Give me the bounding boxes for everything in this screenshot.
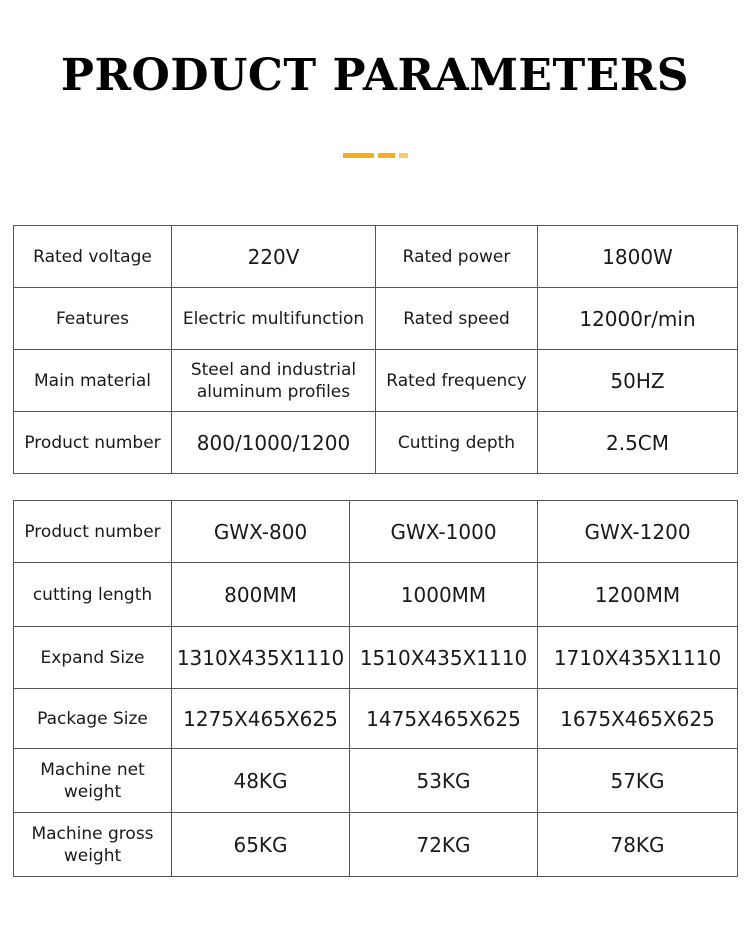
table-row: [14, 288, 738, 350]
spec-value: 800/1000/1200: [172, 412, 376, 474]
model-value: GWX-1200: [538, 501, 738, 563]
spec-value: Steel and industrial aluminum profiles: [172, 350, 376, 412]
spec-value: 220V: [172, 226, 376, 288]
model-value: 78KG: [538, 813, 738, 877]
model-value: 65KG: [172, 813, 350, 877]
spec-label: Rated power: [376, 226, 538, 288]
model-value: 1675X465X625: [538, 689, 738, 749]
spec-value: 1800W: [538, 226, 738, 288]
model-label: cutting length: [14, 563, 172, 627]
model-value: 1710X435X1110: [538, 627, 738, 689]
model-value: GWX-1000: [350, 501, 538, 563]
model-value: 48KG: [172, 749, 350, 813]
page-title: PRODUCT PARAMETERS: [60, 50, 690, 101]
spec-label: Rated speed: [376, 288, 538, 350]
spec-value: 2.5CM: [538, 412, 738, 474]
model-value: 1510X435X1110: [350, 627, 538, 689]
model-table: [13, 500, 738, 877]
model-label: Machine gross weight: [14, 813, 172, 877]
model-label: Expand Size: [14, 627, 172, 689]
table-row: [14, 627, 738, 689]
table-row: [14, 412, 738, 474]
model-label: Product number: [14, 501, 172, 563]
model-value: 800MM: [172, 563, 350, 627]
spec-table: [13, 225, 738, 474]
model-label: Package Size: [14, 689, 172, 749]
model-value: GWX-800: [172, 501, 350, 563]
model-value: 1000MM: [350, 563, 538, 627]
model-value: 1200MM: [538, 563, 738, 627]
model-value: 1310X435X1110: [172, 627, 350, 689]
model-value: 1275X465X625: [172, 689, 350, 749]
spec-label: Features: [14, 288, 172, 350]
model-value: 57KG: [538, 749, 738, 813]
spec-label: Main material: [14, 350, 172, 412]
spec-label: Cutting depth: [376, 412, 538, 474]
spec-value: 12000r/min: [538, 288, 738, 350]
model-value: 72KG: [350, 813, 538, 877]
model-label: Machine net weight: [14, 749, 172, 813]
model-value: 1475X465X625: [350, 689, 538, 749]
title-accent-bar-medium: [378, 153, 395, 158]
title-accent-bar-long: [343, 153, 374, 158]
spec-label: Product number: [14, 412, 172, 474]
table-row: [14, 501, 738, 563]
spec-label: Rated voltage: [14, 226, 172, 288]
table-row: [14, 813, 738, 877]
table-row: [14, 350, 738, 412]
title-accent-bar-short: [399, 153, 408, 158]
table-row: [14, 689, 738, 749]
table-row: [14, 749, 738, 813]
model-value: 53KG: [350, 749, 538, 813]
table-row: [14, 563, 738, 627]
spec-value: Electric multifunction: [172, 288, 376, 350]
spec-value: 50HZ: [538, 350, 738, 412]
spec-label: Rated frequency: [376, 350, 538, 412]
table-row: [14, 226, 738, 288]
